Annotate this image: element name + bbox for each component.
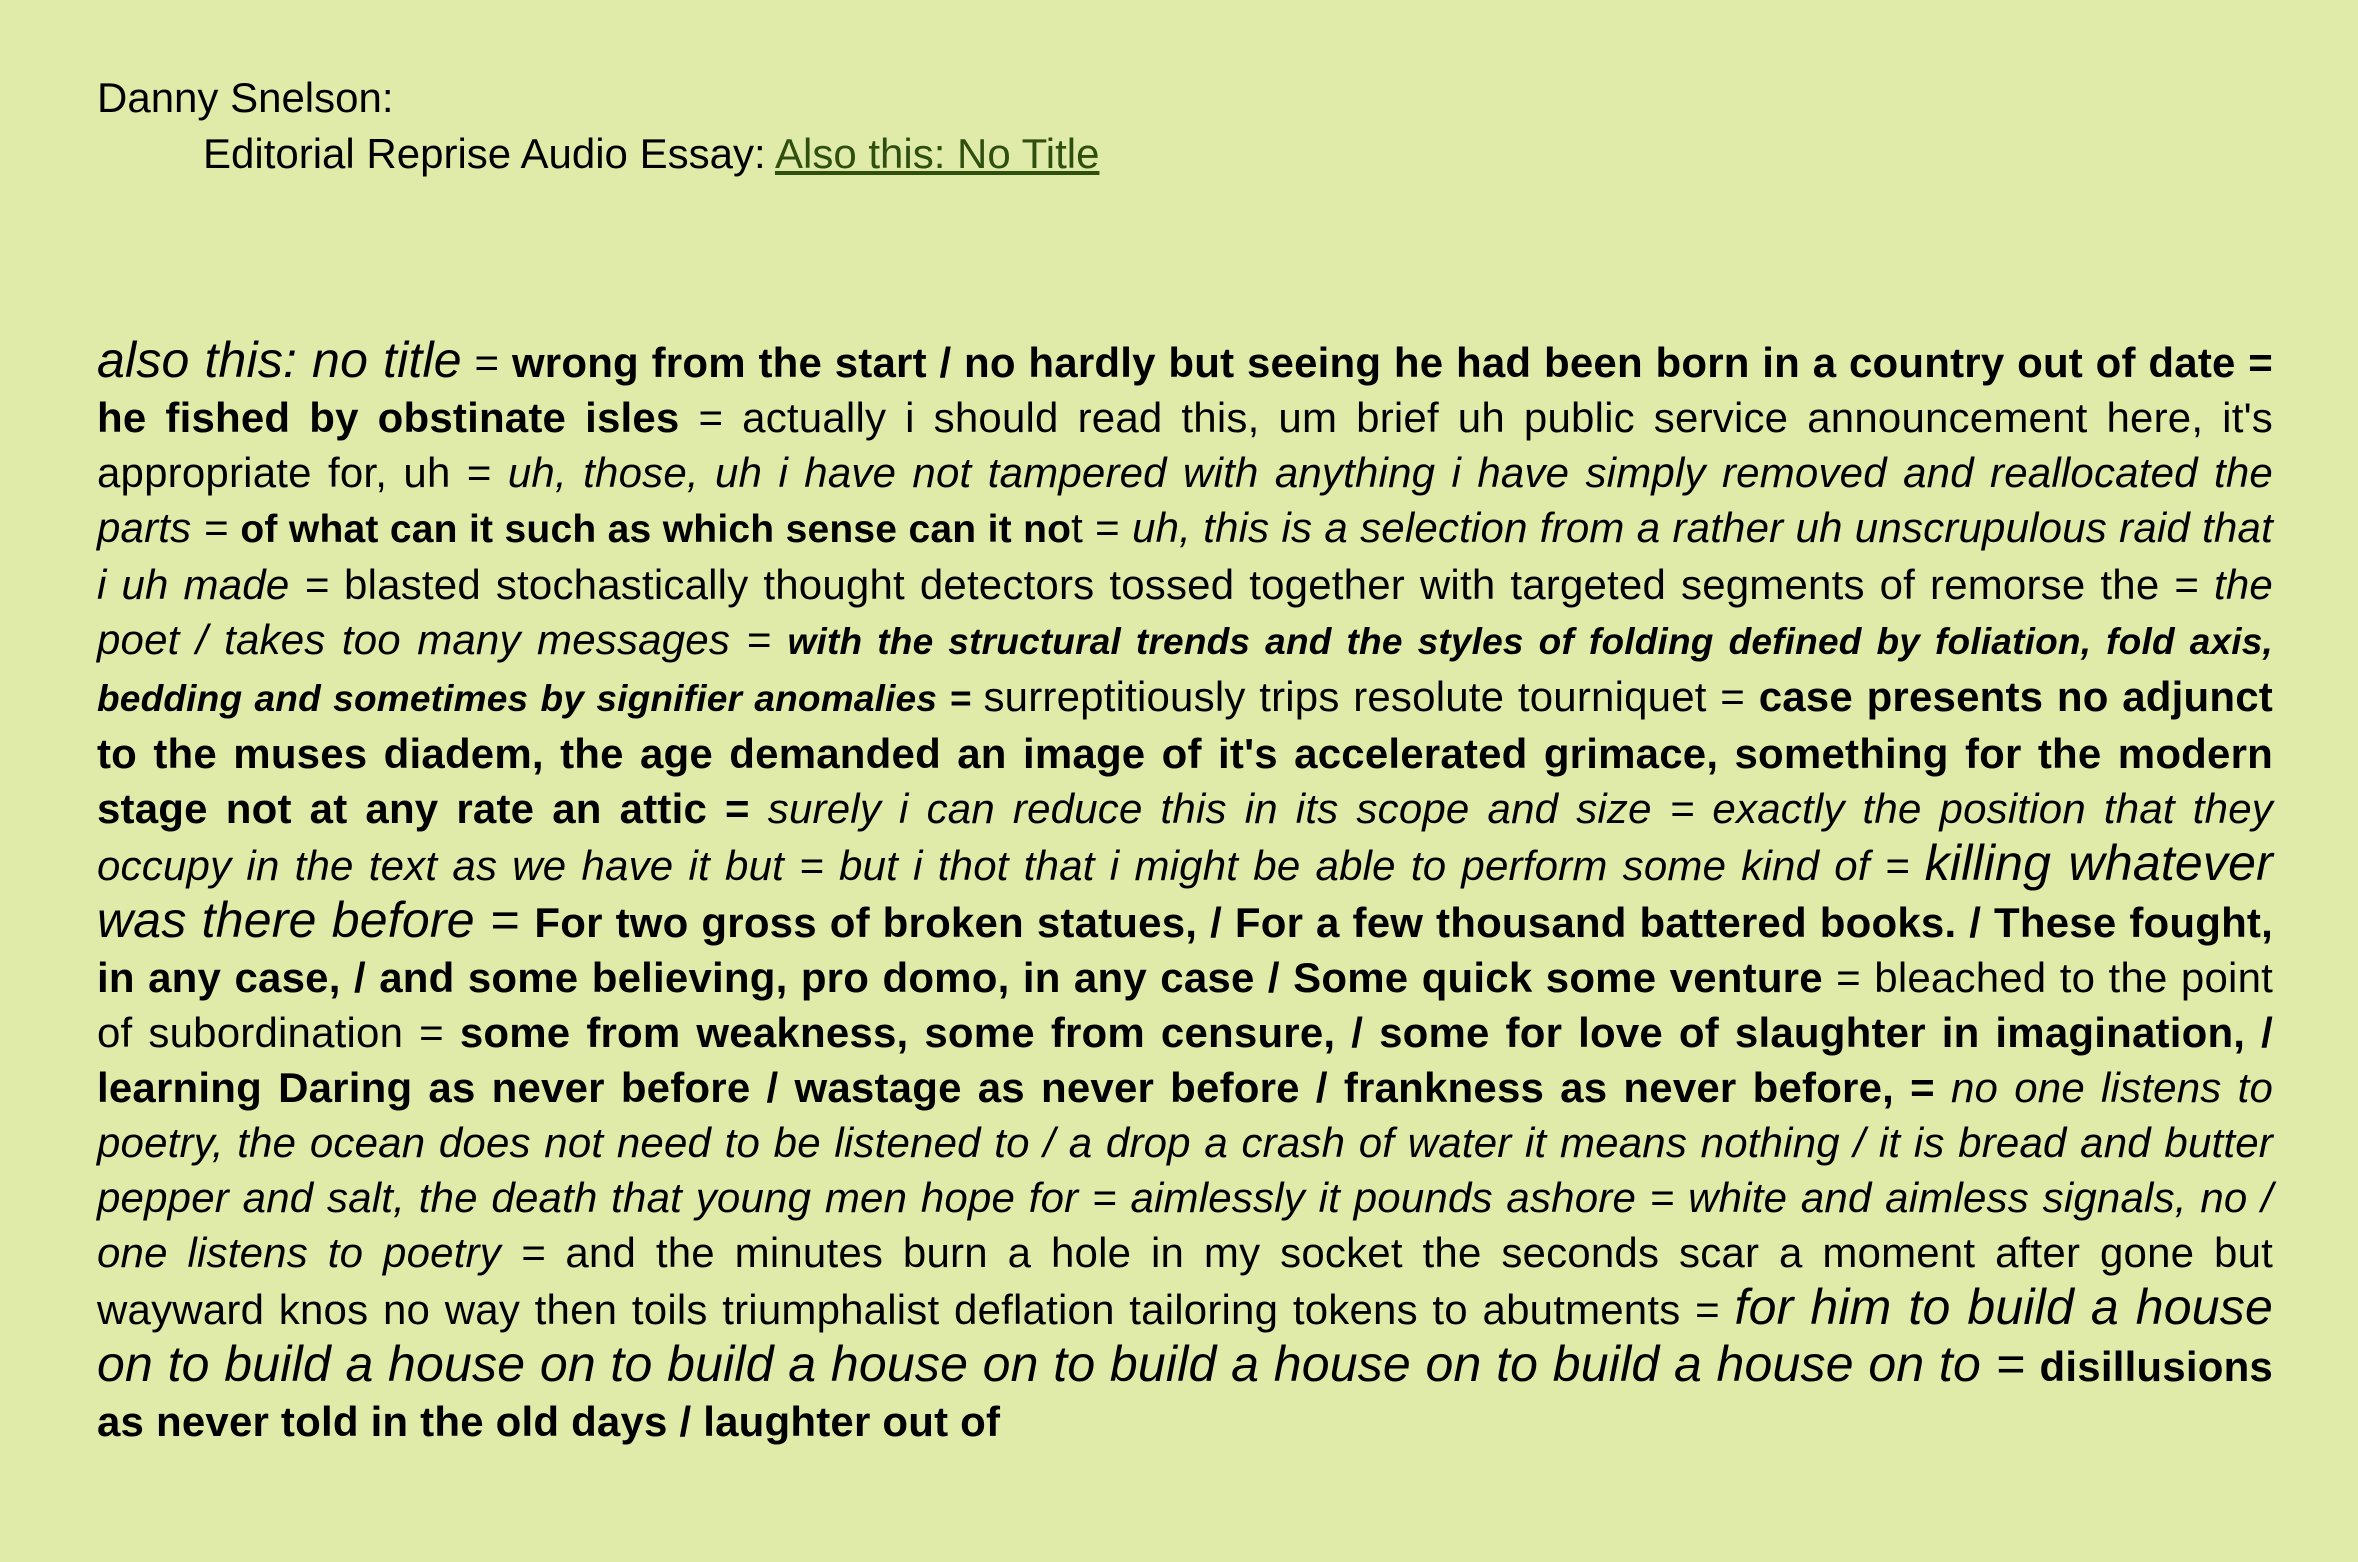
essay-segment: no one listens to poetry, the ocean does not need to be listened to / a drop a crash of water it means nothing / it is bread and butter pepper and salt, the death that young men hope for = aimlessly it pounds ashore = white and aimless signals, no / one listens to poetry = — [97, 1064, 2273, 1276]
header — [97, 70, 1099, 182]
essay-segment: for him to build a house on to build a house on to build a house on to build a house on to build a house on to = — [97, 1279, 2273, 1392]
essay-segment: blasted stochastically thought detectors tossed together with targeted segments of remorse the = — [344, 561, 2214, 608]
essay-segment: uh, this is a selection from a rather uh unscrupulous raid that i uh made = — [97, 504, 2273, 608]
essay-segment: the poet / takes too many messages = — [97, 561, 2273, 663]
essay-segment: with the structural trends and the styles of folding defined by foliation, fold axis, bedding and sometimes by signifier anomalies = — [97, 621, 2273, 719]
essay-segment: uh, those, uh i have not tampered with anything i have simply removed and reallocated the parts = — [97, 449, 2273, 551]
essay-title-line — [97, 126, 1099, 182]
essay-segment: and the minutes burn a hole in my socket the seconds scar a moment after gone but wayward knos no way then toils triumphalist deflation tailoring tokens to abutments = — [97, 1229, 2273, 1333]
essay-segment: also this: no title — [97, 332, 462, 388]
essay-segment: killing whatever was there before = — [97, 835, 2273, 948]
essay-text — [97, 333, 2273, 1449]
essay-segment: some from weakness, some from censure, / some for love of slaughter in imagination, / learning Daring as never before / wastage as never before / frankness as never before, = — [97, 1009, 2274, 1111]
essay-segment: surreptitiously trips resolute tourniquet = — [983, 673, 1759, 720]
essay-prefix: Editorial Reprise Audio Essay: — [203, 130, 775, 177]
essay-segment: For two gross of broken statues, / For a few thousand battered books. / These fought, in any case, / and some believing, pro domo, in any case / Some quick some venture — [97, 899, 2273, 1001]
essay-segment: wrong from the start / no hardly but seeing he had been born in a country out of date = he fished by obstinate isles — [97, 339, 2274, 441]
essay-link[interactable]: Also this: No Title — [774, 130, 1100, 177]
essay-segment: = bleached to the point of subordination = — [97, 954, 2273, 1056]
author-name: Danny Snelson: — [97, 74, 394, 121]
essay-segment: = actually i should read this, um brief uh public service announcement here, it's appropriate for, uh = — [97, 394, 2273, 496]
essay-segment: = — [461, 339, 512, 386]
essay-segment: case presents no adjunct to the muses diadem, the age demanded an image of it's accelerated grimace, something for the modern stage not at any rate an attic = — [97, 673, 2273, 832]
essay-segment: surely i can reduce this in its scope and size = exactly the position that they occupy in the text as we have it but = but i thot that i might be able to perform some kind of = — [97, 785, 2273, 889]
essay-segment: t = — [1071, 504, 1133, 551]
essay-segment: disillusions as never told in the old days / laughter out of — [97, 1343, 2273, 1445]
essay-segment: of what can it such as which sense can it no — [240, 508, 1072, 551]
